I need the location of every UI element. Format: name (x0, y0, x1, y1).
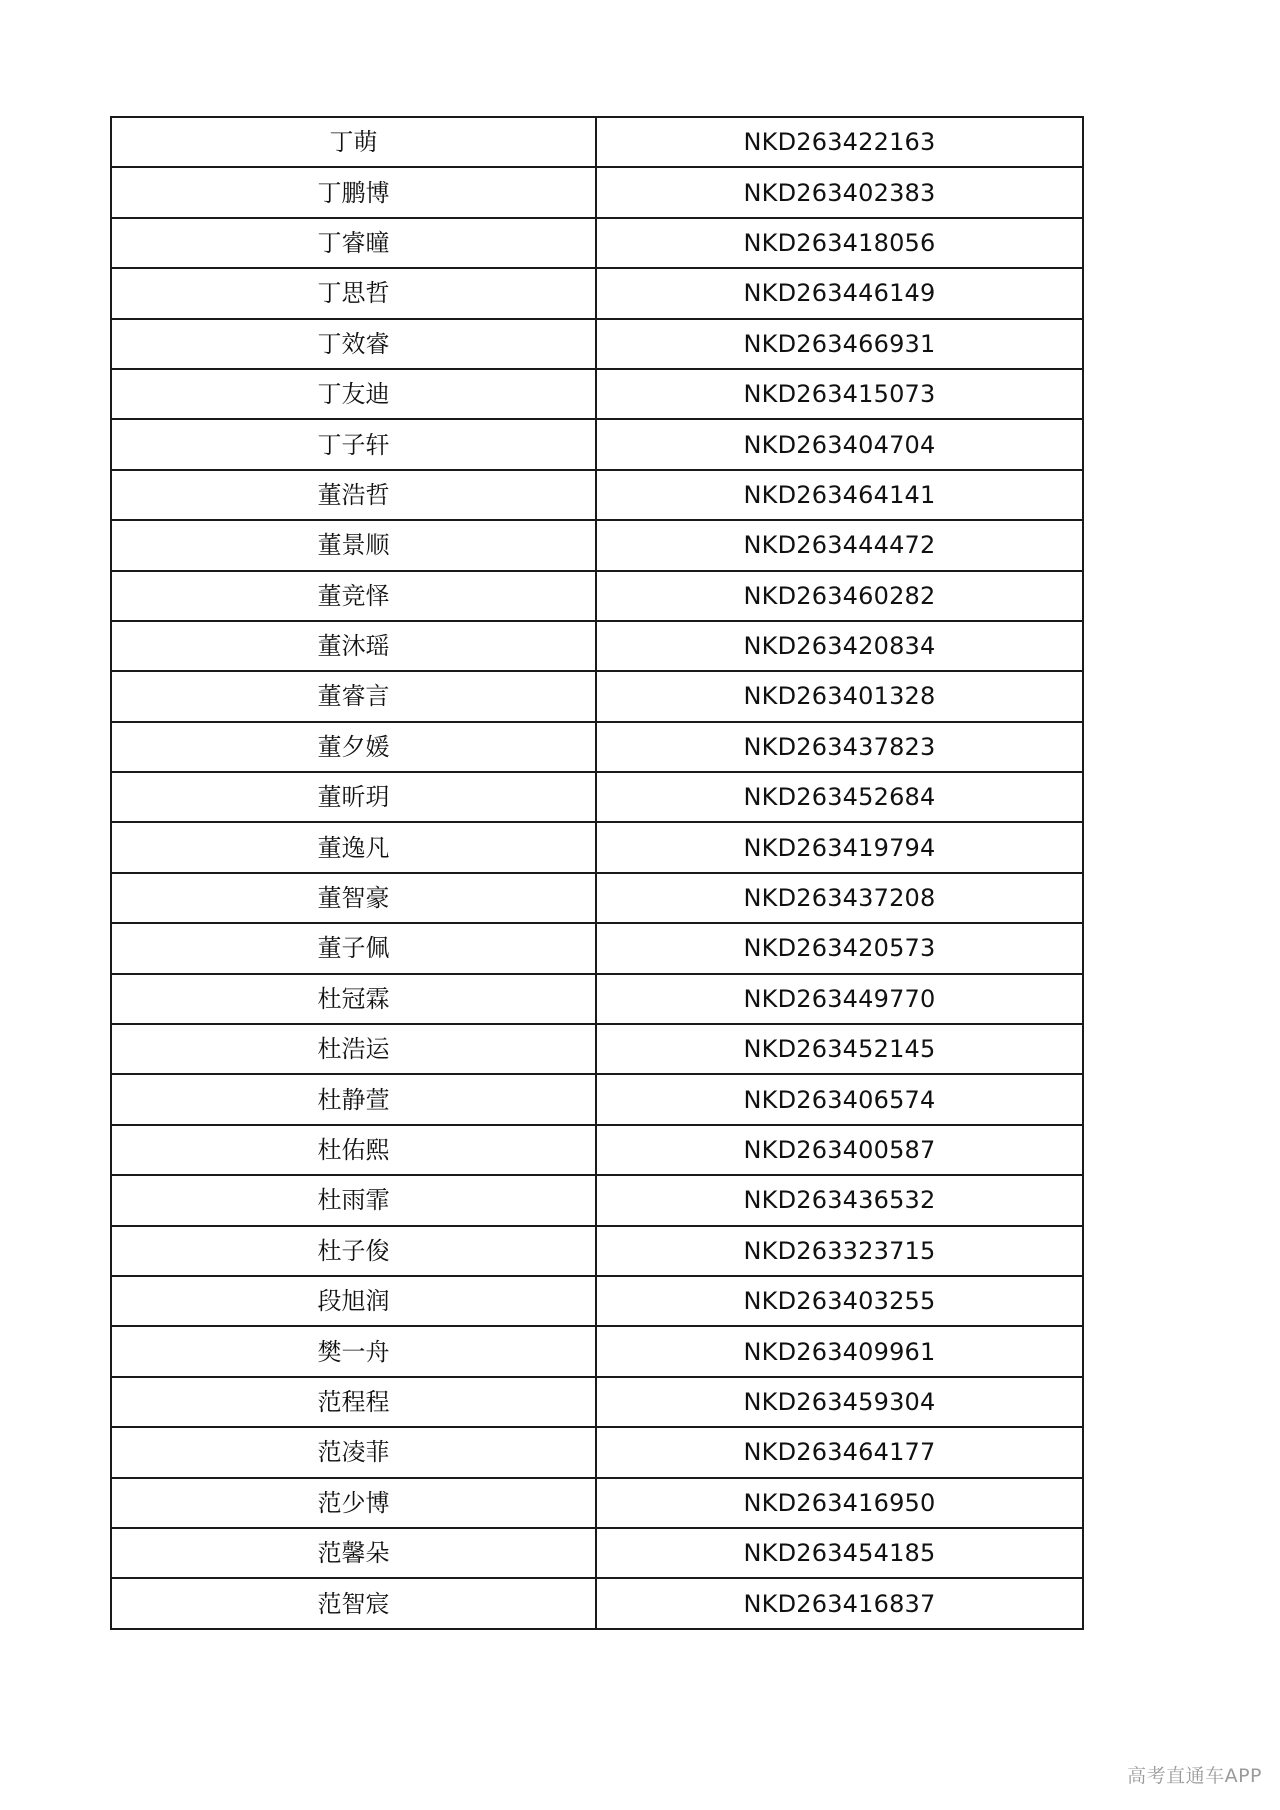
student-name-cell: 杜冠霖 (111, 974, 596, 1024)
table-row (111, 1528, 1083, 1578)
registration-id-cell: NKD263459304 (596, 1377, 1083, 1427)
table-row (111, 167, 1083, 217)
table-row (111, 520, 1083, 570)
table-row (111, 1226, 1083, 1276)
registration-id-cell: NKD263400587 (596, 1125, 1083, 1175)
table-row (111, 319, 1083, 369)
roster-table-body (111, 117, 1083, 1629)
student-name-cell: 范程程 (111, 1377, 596, 1427)
registration-id-cell: NKD263416950 (596, 1478, 1083, 1528)
table-row (111, 1074, 1083, 1124)
table-row (111, 923, 1083, 973)
registration-id-cell: NKD263464141 (596, 470, 1083, 520)
table-row (111, 571, 1083, 621)
student-name-cell: 董昕玥 (111, 772, 596, 822)
table-row (111, 873, 1083, 923)
roster-sheet (110, 116, 1082, 1630)
student-name-cell: 董沐瑶 (111, 621, 596, 671)
registration-id-cell: NKD263449770 (596, 974, 1083, 1024)
registration-id-cell: NKD263419794 (596, 822, 1083, 872)
registration-id-cell: NKD263416837 (596, 1578, 1083, 1628)
watermark-text: 高考直通车APP (1127, 1765, 1262, 1787)
registration-id-cell: NKD263422163 (596, 117, 1083, 167)
table-row (111, 621, 1083, 671)
table-row (111, 1578, 1083, 1628)
registration-id-cell: NKD263460282 (596, 571, 1083, 621)
table-row (111, 369, 1083, 419)
table-row (111, 218, 1083, 268)
table-row (111, 117, 1083, 167)
student-name-cell: 董智豪 (111, 873, 596, 923)
registration-id-cell: NKD263404704 (596, 419, 1083, 469)
student-name-cell: 杜雨霏 (111, 1175, 596, 1225)
student-name-cell: 段旭润 (111, 1276, 596, 1326)
table-row (111, 822, 1083, 872)
registration-id-cell: NKD263401328 (596, 671, 1083, 721)
registration-id-cell: NKD263436532 (596, 1175, 1083, 1225)
student-name-cell: 董浩哲 (111, 470, 596, 520)
table-row (111, 470, 1083, 520)
table-row (111, 1326, 1083, 1376)
roster-table (110, 116, 1084, 1630)
table-row (111, 671, 1083, 721)
registration-id-cell: NKD263446149 (596, 268, 1083, 318)
registration-id-cell: NKD263403255 (596, 1276, 1083, 1326)
table-row (111, 1427, 1083, 1477)
registration-id-cell: NKD263444472 (596, 520, 1083, 570)
registration-id-cell: NKD263437208 (596, 873, 1083, 923)
student-name-cell: 丁效睿 (111, 319, 596, 369)
table-row (111, 722, 1083, 772)
registration-id-cell: NKD263415073 (596, 369, 1083, 419)
registration-id-cell: NKD263437823 (596, 722, 1083, 772)
student-name-cell: 杜佑熙 (111, 1125, 596, 1175)
table-row (111, 1024, 1083, 1074)
registration-id-cell: NKD263402383 (596, 167, 1083, 217)
registration-id-cell: NKD263452145 (596, 1024, 1083, 1074)
student-name-cell: 杜静萱 (111, 1074, 596, 1124)
registration-id-cell: NKD263466931 (596, 319, 1083, 369)
table-row (111, 1478, 1083, 1528)
table-row (111, 974, 1083, 1024)
table-row (111, 772, 1083, 822)
student-name-cell: 董景顺 (111, 520, 596, 570)
table-row (111, 1175, 1083, 1225)
student-name-cell: 董睿言 (111, 671, 596, 721)
student-name-cell: 丁鹏博 (111, 167, 596, 217)
student-name-cell: 杜子俊 (111, 1226, 596, 1276)
table-row (111, 1276, 1083, 1326)
student-name-cell: 丁睿曈 (111, 218, 596, 268)
student-name-cell: 范少博 (111, 1478, 596, 1528)
registration-id-cell: NKD263464177 (596, 1427, 1083, 1477)
table-row (111, 419, 1083, 469)
table-row (111, 268, 1083, 318)
student-name-cell: 丁思哲 (111, 268, 596, 318)
student-name-cell: 范馨朵 (111, 1528, 596, 1578)
student-name-cell: 范凌菲 (111, 1427, 596, 1477)
student-name-cell: 董夕媛 (111, 722, 596, 772)
registration-id-cell: NKD263452684 (596, 772, 1083, 822)
registration-id-cell: NKD263420573 (596, 923, 1083, 973)
student-name-cell: 丁萌 (111, 117, 596, 167)
student-name-cell: 杜浩运 (111, 1024, 596, 1074)
registration-id-cell: NKD263420834 (596, 621, 1083, 671)
table-row (111, 1125, 1083, 1175)
student-name-cell: 董逸凡 (111, 822, 596, 872)
student-name-cell: 丁友迪 (111, 369, 596, 419)
registration-id-cell: NKD263418056 (596, 218, 1083, 268)
student-name-cell: 樊一舟 (111, 1326, 596, 1376)
registration-id-cell: NKD263406574 (596, 1074, 1083, 1124)
student-name-cell: 董竞怿 (111, 571, 596, 621)
registration-id-cell: NKD263323715 (596, 1226, 1083, 1276)
student-name-cell: 董子佩 (111, 923, 596, 973)
registration-id-cell: NKD263454185 (596, 1528, 1083, 1578)
registration-id-cell: NKD263409961 (596, 1326, 1083, 1376)
student-name-cell: 丁子轩 (111, 419, 596, 469)
table-row (111, 1377, 1083, 1427)
student-name-cell: 范智宸 (111, 1578, 596, 1628)
